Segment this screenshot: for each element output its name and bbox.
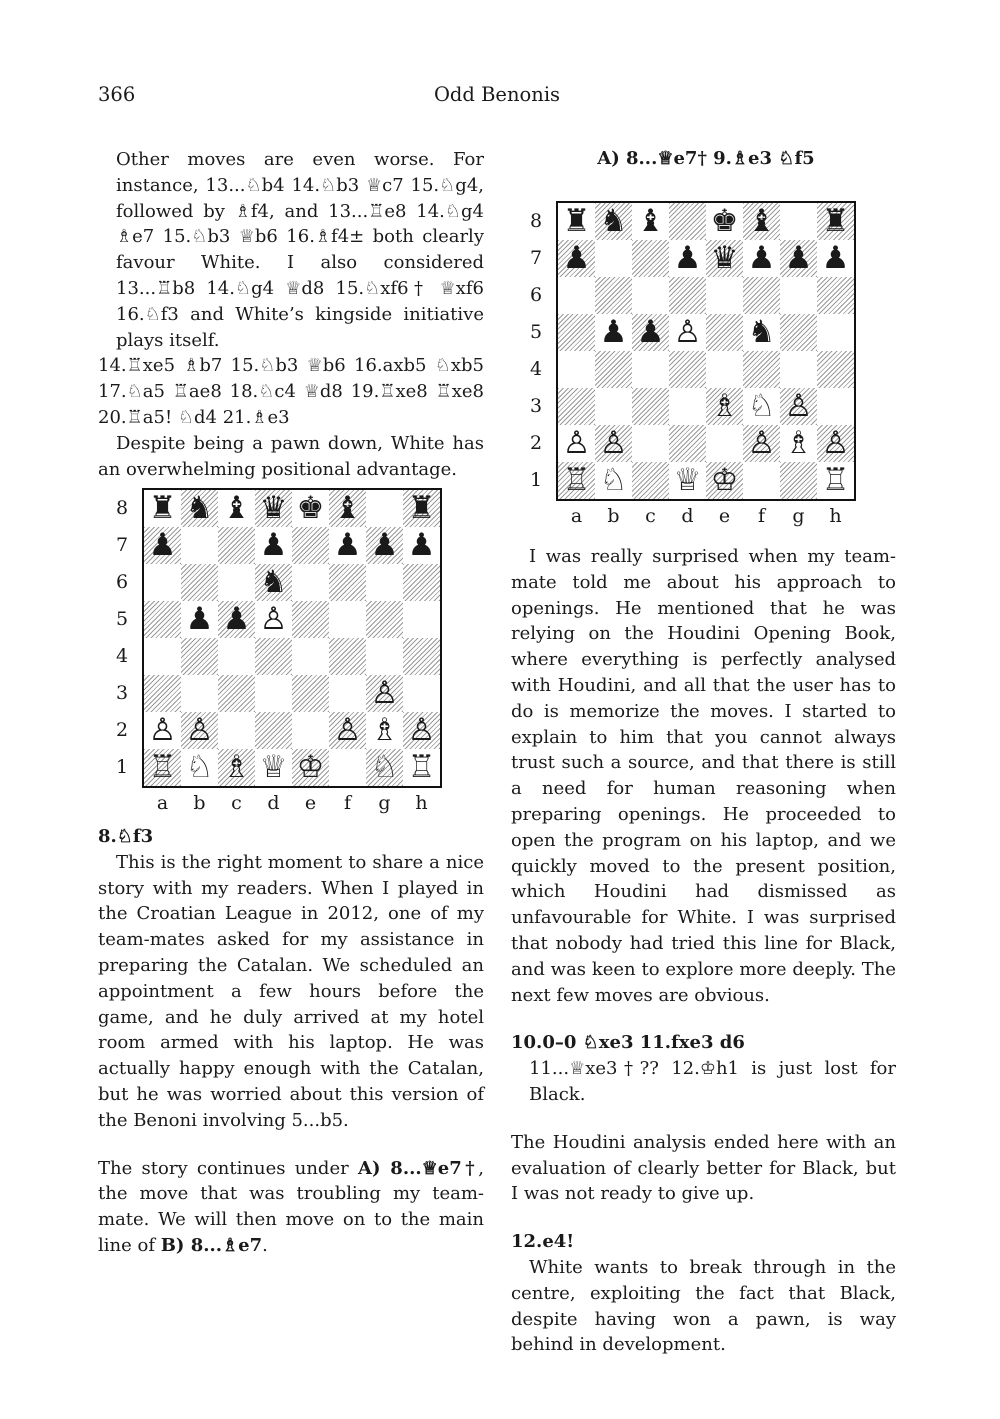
chess-piece-icon: ♟ bbox=[185, 601, 214, 637]
chess-piece-icon: ♖ bbox=[821, 462, 850, 498]
chess-piece-icon: ♙ bbox=[821, 425, 850, 461]
cont-text-3: . bbox=[262, 1234, 268, 1256]
chess-piece-icon: ♘ bbox=[185, 749, 214, 785]
square-a6 bbox=[558, 277, 595, 314]
square-f2 bbox=[329, 712, 366, 749]
file-label: f bbox=[757, 505, 766, 527]
square-h6 bbox=[817, 277, 854, 314]
square-g3 bbox=[366, 675, 403, 712]
move-heading-12: 12.e4! bbox=[511, 1231, 575, 1253]
square-c3 bbox=[632, 388, 669, 425]
square-e3 bbox=[706, 388, 743, 425]
square-a7 bbox=[144, 527, 181, 564]
square-f5 bbox=[743, 314, 780, 351]
chess-piece-icon: ♙ bbox=[259, 601, 288, 637]
square-e7 bbox=[706, 240, 743, 277]
square-f1 bbox=[743, 462, 780, 499]
square-f4 bbox=[743, 351, 780, 388]
rank-label: 6 bbox=[115, 571, 129, 593]
square-a5 bbox=[558, 314, 595, 351]
chess-piece-icon: ♟ bbox=[821, 240, 850, 276]
square-c5 bbox=[218, 601, 255, 638]
rank-label: 5 bbox=[529, 321, 543, 343]
square-c7 bbox=[632, 240, 669, 277]
running-title: Odd Benonis bbox=[433, 83, 561, 106]
square-g8 bbox=[366, 490, 403, 527]
square-a4 bbox=[144, 638, 181, 675]
square-c6 bbox=[218, 564, 255, 601]
chess-piece-icon: ♜ bbox=[407, 490, 436, 526]
file-label: e bbox=[718, 505, 731, 527]
chess-board bbox=[142, 488, 442, 788]
square-c4 bbox=[218, 638, 255, 675]
file-label: g bbox=[378, 792, 391, 814]
square-a6 bbox=[144, 564, 181, 601]
square-d3 bbox=[669, 388, 706, 425]
square-e6 bbox=[706, 277, 743, 314]
square-f6 bbox=[743, 277, 780, 314]
square-d7 bbox=[255, 527, 292, 564]
variation-note: Other moves are even worse. For instance, 13...♘b4 14.♘b3 ♕c7 15.♘g4, followed by ♗f4, and 13...♖e8 14.♘g4 ♗e7 15.♘b3 ♕b6 16.♗f4± both clearly favour White. I also considered 13...♖b8 14.♘g4 ♕d8 15.♘xf6† ♕xf6 16.♘f3 and White’s kingside initiative plays itself. bbox=[116, 149, 484, 351]
chess-piece-icon: ♗ bbox=[370, 712, 399, 748]
square-f6 bbox=[329, 564, 366, 601]
file-label: b bbox=[607, 505, 620, 527]
chess-piece-icon: ♗ bbox=[784, 425, 813, 461]
story-paragraph: This is the right moment to share a nice story with my readers. When I played in the Croatian League in 2012, one of my team-mates asked for my assistance in preparing the Catalan. We scheduled an appointment a few hours before the game, and he duly arrived at my hotel room armed with his laptop. He was actually happy enough with the Catalan, but he was worried about this version of the Benoni involving 5...b5. bbox=[98, 851, 484, 1131]
square-f1 bbox=[329, 749, 366, 786]
square-b1 bbox=[181, 749, 218, 786]
square-h6 bbox=[403, 564, 440, 601]
chess-piece-icon: ♟ bbox=[407, 527, 436, 563]
square-b2 bbox=[181, 712, 218, 749]
square-f2 bbox=[743, 425, 780, 462]
square-g2 bbox=[780, 425, 817, 462]
chess-piece-icon: ♟ bbox=[259, 527, 288, 563]
square-e1 bbox=[292, 749, 329, 786]
file-label: d bbox=[267, 792, 280, 814]
chess-piece-icon: ♞ bbox=[185, 490, 214, 526]
file-label: c bbox=[231, 792, 242, 814]
rank-label: 2 bbox=[529, 432, 543, 454]
evaluation-paragraph: The Houdini analysis ended here with an evaluation of clearly better for Black, but I was not ready to give up. bbox=[511, 1131, 896, 1205]
chess-piece-icon: ♙ bbox=[784, 388, 813, 424]
square-d2 bbox=[669, 425, 706, 462]
chess-piece-icon: ♟ bbox=[222, 601, 251, 637]
square-f8 bbox=[329, 490, 366, 527]
chess-piece-icon: ♟ bbox=[333, 527, 362, 563]
line-ref-a: A) 8...♕e7† bbox=[357, 1157, 479, 1179]
chess-piece-icon: ♞ bbox=[599, 203, 628, 239]
chess-piece-icon: ♝ bbox=[222, 490, 251, 526]
chess-piece-icon: ♔ bbox=[296, 749, 325, 785]
square-a8 bbox=[558, 203, 595, 240]
move-heading-8: 8.♘f3 bbox=[98, 826, 154, 847]
file-label: e bbox=[304, 792, 317, 814]
square-b2 bbox=[595, 425, 632, 462]
rank-label: 7 bbox=[529, 247, 543, 269]
square-e5 bbox=[706, 314, 743, 351]
move-heading-10: 10.0–0 ♘xe3 11.fxe3 d6 bbox=[511, 1032, 745, 1054]
square-a5 bbox=[144, 601, 181, 638]
square-d4 bbox=[255, 638, 292, 675]
chess-piece-icon: ♗ bbox=[710, 388, 739, 424]
square-e8 bbox=[706, 203, 743, 240]
square-c2 bbox=[218, 712, 255, 749]
square-c7 bbox=[218, 527, 255, 564]
square-g8 bbox=[780, 203, 817, 240]
square-h5 bbox=[403, 601, 440, 638]
rank-label: 7 bbox=[115, 534, 129, 556]
square-c5 bbox=[632, 314, 669, 351]
chess-piece-icon: ♙ bbox=[148, 712, 177, 748]
square-h2 bbox=[817, 425, 854, 462]
chess-piece-icon: ♙ bbox=[185, 712, 214, 748]
square-b4 bbox=[181, 638, 218, 675]
file-label: d bbox=[681, 505, 694, 527]
square-d1 bbox=[255, 749, 292, 786]
square-e4 bbox=[706, 351, 743, 388]
square-h7 bbox=[817, 240, 854, 277]
square-h4 bbox=[817, 351, 854, 388]
left-column-bottom bbox=[98, 824, 484, 1259]
square-h7 bbox=[403, 527, 440, 564]
square-g7 bbox=[780, 240, 817, 277]
diagram-title: A) 8...♕e7† 9.♗e3 ♘f5 bbox=[597, 148, 815, 169]
chess-piece-icon: ♕ bbox=[259, 749, 288, 785]
square-a8 bbox=[144, 490, 181, 527]
square-c2 bbox=[632, 425, 669, 462]
houdini-paragraph: I was really surprised when my team-mate told me about his approach to openings. He mentioned that he was relying on the Houdini Opening Book, where everything is perfectly analysed with Houdini, and all that the user has to do is memorize the moves. I started to explain to him that you cannot always trust such a source, and that there is still a need for human reasoning when preparing openings. He proceeded to open the program on his laptop, and we quickly moved to the present position, which Houdini had dismissed as unfavourable for White. I was surprised that nobody had tried this line for Black, and was keen to explore more deeply. The next few moves are obvious. bbox=[511, 546, 896, 1006]
square-b5 bbox=[181, 601, 218, 638]
page-header bbox=[98, 83, 896, 111]
chess-board bbox=[556, 201, 856, 501]
chess-piece-icon: ♟ bbox=[370, 527, 399, 563]
chess-piece-icon: ♝ bbox=[333, 490, 362, 526]
chess-piece-icon: ♙ bbox=[370, 675, 399, 711]
square-h3 bbox=[817, 388, 854, 425]
square-e5 bbox=[292, 601, 329, 638]
square-e2 bbox=[706, 425, 743, 462]
square-b8 bbox=[181, 490, 218, 527]
assessment-text: Despite being a pawn down, White has an overwhelming positional advantage. bbox=[98, 432, 484, 480]
square-b3 bbox=[595, 388, 632, 425]
chess-piece-icon: ♝ bbox=[636, 203, 665, 239]
square-a2 bbox=[558, 425, 595, 462]
square-c4 bbox=[632, 351, 669, 388]
chess-piece-icon: ♘ bbox=[370, 749, 399, 785]
square-e3 bbox=[292, 675, 329, 712]
square-g2 bbox=[366, 712, 403, 749]
square-f5 bbox=[329, 601, 366, 638]
square-e8 bbox=[292, 490, 329, 527]
square-a4 bbox=[558, 351, 595, 388]
square-d8 bbox=[669, 203, 706, 240]
file-label: h bbox=[829, 505, 842, 527]
square-g1 bbox=[780, 462, 817, 499]
rank-label: 1 bbox=[529, 469, 543, 491]
file-label: f bbox=[343, 792, 352, 814]
square-g6 bbox=[780, 277, 817, 314]
square-a1 bbox=[144, 749, 181, 786]
chess-piece-icon: ♟ bbox=[784, 240, 813, 276]
square-a1 bbox=[558, 462, 595, 499]
chess-piece-icon: ♜ bbox=[148, 490, 177, 526]
chess-piece-icon: ♖ bbox=[562, 462, 591, 498]
square-g4 bbox=[780, 351, 817, 388]
rank-label: 3 bbox=[529, 395, 543, 417]
square-g7 bbox=[366, 527, 403, 564]
square-c1 bbox=[218, 749, 255, 786]
chess-piece-icon: ♛ bbox=[259, 490, 288, 526]
plan-paragraph: White wants to break through in the centre, exploiting the fact that Black, despite having won a pawn, is way behind in development. bbox=[511, 1256, 896, 1356]
square-h8 bbox=[817, 203, 854, 240]
square-h1 bbox=[817, 462, 854, 499]
chess-piece-icon: ♙ bbox=[673, 314, 702, 350]
square-c3 bbox=[218, 675, 255, 712]
chess-piece-icon: ♖ bbox=[148, 749, 177, 785]
square-d1 bbox=[669, 462, 706, 499]
square-c6 bbox=[632, 277, 669, 314]
chess-piece-icon: ♜ bbox=[821, 203, 850, 239]
square-h3 bbox=[403, 675, 440, 712]
rank-label: 5 bbox=[115, 608, 129, 630]
chess-piece-icon: ♟ bbox=[747, 240, 776, 276]
chess-piece-icon: ♜ bbox=[562, 203, 591, 239]
square-b6 bbox=[181, 564, 218, 601]
square-d5 bbox=[669, 314, 706, 351]
square-f4 bbox=[329, 638, 366, 675]
square-a7 bbox=[558, 240, 595, 277]
chess-piece-icon: ♛ bbox=[710, 240, 739, 276]
square-d2 bbox=[255, 712, 292, 749]
chess-piece-icon: ♙ bbox=[333, 712, 362, 748]
file-label: a bbox=[156, 792, 169, 814]
chess-piece-icon: ♘ bbox=[599, 462, 628, 498]
chess-piece-icon: ♝ bbox=[747, 203, 776, 239]
square-b6 bbox=[595, 277, 632, 314]
chess-piece-icon: ♔ bbox=[710, 462, 739, 498]
chess-piece-icon: ♟ bbox=[673, 240, 702, 276]
square-d4 bbox=[669, 351, 706, 388]
square-f7 bbox=[329, 527, 366, 564]
line-ref-b: B) 8...♗e7 bbox=[160, 1234, 263, 1256]
square-b8 bbox=[595, 203, 632, 240]
chess-piece-icon: ♘ bbox=[747, 388, 776, 424]
square-e6 bbox=[292, 564, 329, 601]
file-label: a bbox=[570, 505, 583, 527]
rank-label: 6 bbox=[529, 284, 543, 306]
rank-label: 3 bbox=[115, 682, 129, 704]
square-g1 bbox=[366, 749, 403, 786]
square-b7 bbox=[595, 240, 632, 277]
square-f7 bbox=[743, 240, 780, 277]
square-h4 bbox=[403, 638, 440, 675]
file-label: c bbox=[645, 505, 656, 527]
square-g6 bbox=[366, 564, 403, 601]
chess-piece-icon: ♙ bbox=[747, 425, 776, 461]
chess-piece-icon: ♕ bbox=[673, 462, 702, 498]
square-e7 bbox=[292, 527, 329, 564]
square-b3 bbox=[181, 675, 218, 712]
square-c8 bbox=[632, 203, 669, 240]
chess-piece-icon: ♟ bbox=[562, 240, 591, 276]
chess-piece-icon: ♚ bbox=[296, 490, 325, 526]
square-b1 bbox=[595, 462, 632, 499]
chess-piece-icon: ♟ bbox=[148, 527, 177, 563]
rank-label: 1 bbox=[115, 756, 129, 778]
file-label: b bbox=[193, 792, 206, 814]
square-a3 bbox=[144, 675, 181, 712]
square-a2 bbox=[144, 712, 181, 749]
rank-label: 8 bbox=[529, 210, 543, 232]
chess-piece-icon: ♞ bbox=[747, 314, 776, 350]
rank-label: 4 bbox=[529, 358, 543, 380]
square-c1 bbox=[632, 462, 669, 499]
chess-piece-icon: ♖ bbox=[407, 749, 436, 785]
rank-label: 2 bbox=[115, 719, 129, 741]
square-f3 bbox=[743, 388, 780, 425]
square-h2 bbox=[403, 712, 440, 749]
square-h1 bbox=[403, 749, 440, 786]
square-d3 bbox=[255, 675, 292, 712]
square-e4 bbox=[292, 638, 329, 675]
cont-text-1: The story continues under bbox=[98, 1157, 358, 1179]
square-e2 bbox=[292, 712, 329, 749]
square-e1 bbox=[706, 462, 743, 499]
chess-piece-icon: ♙ bbox=[407, 712, 436, 748]
chess-piece-icon: ♞ bbox=[259, 564, 288, 600]
square-d8 bbox=[255, 490, 292, 527]
main-line-moves: 14.♖xe5 ♗b7 15.♘b3 ♕b6 16.axb5 ♘xb5 17.♘a5 ♖ae8 18.♘c4 ♕d8 19.♖xe8 ♖xe8 20.♖a5! ♘d4 21.♗e3 bbox=[98, 355, 484, 428]
square-g5 bbox=[366, 601, 403, 638]
cont-text-2: , the move that was troubling my team-mate. We will then move on to the main line of bbox=[98, 1157, 484, 1256]
square-f3 bbox=[329, 675, 366, 712]
chess-piece-icon: ♟ bbox=[636, 314, 665, 350]
right-column-text bbox=[511, 544, 896, 1358]
chess-piece-icon: ♟ bbox=[599, 314, 628, 350]
square-d6 bbox=[669, 277, 706, 314]
file-label: g bbox=[792, 505, 805, 527]
file-label: h bbox=[415, 792, 428, 814]
square-d6 bbox=[255, 564, 292, 601]
rank-label: 4 bbox=[115, 645, 129, 667]
square-g5 bbox=[780, 314, 817, 351]
chess-piece-icon: ♙ bbox=[562, 425, 591, 461]
chess-piece-icon: ♗ bbox=[222, 749, 251, 785]
square-g3 bbox=[780, 388, 817, 425]
square-b7 bbox=[181, 527, 218, 564]
rank-label: 8 bbox=[115, 497, 129, 519]
square-g4 bbox=[366, 638, 403, 675]
square-a3 bbox=[558, 388, 595, 425]
square-h8 bbox=[403, 490, 440, 527]
square-h5 bbox=[817, 314, 854, 351]
square-b5 bbox=[595, 314, 632, 351]
square-d7 bbox=[669, 240, 706, 277]
square-c8 bbox=[218, 490, 255, 527]
square-b4 bbox=[595, 351, 632, 388]
page-number: 366 bbox=[98, 83, 136, 106]
note-11: 11...♕xe3†?? 12.♔h1 is just lost for Black. bbox=[529, 1058, 896, 1105]
left-column-top bbox=[98, 147, 484, 482]
square-f8 bbox=[743, 203, 780, 240]
square-d5 bbox=[255, 601, 292, 638]
continuation-paragraph bbox=[98, 1156, 484, 1259]
chess-piece-icon: ♚ bbox=[710, 203, 739, 239]
chess-piece-icon: ♙ bbox=[599, 425, 628, 461]
